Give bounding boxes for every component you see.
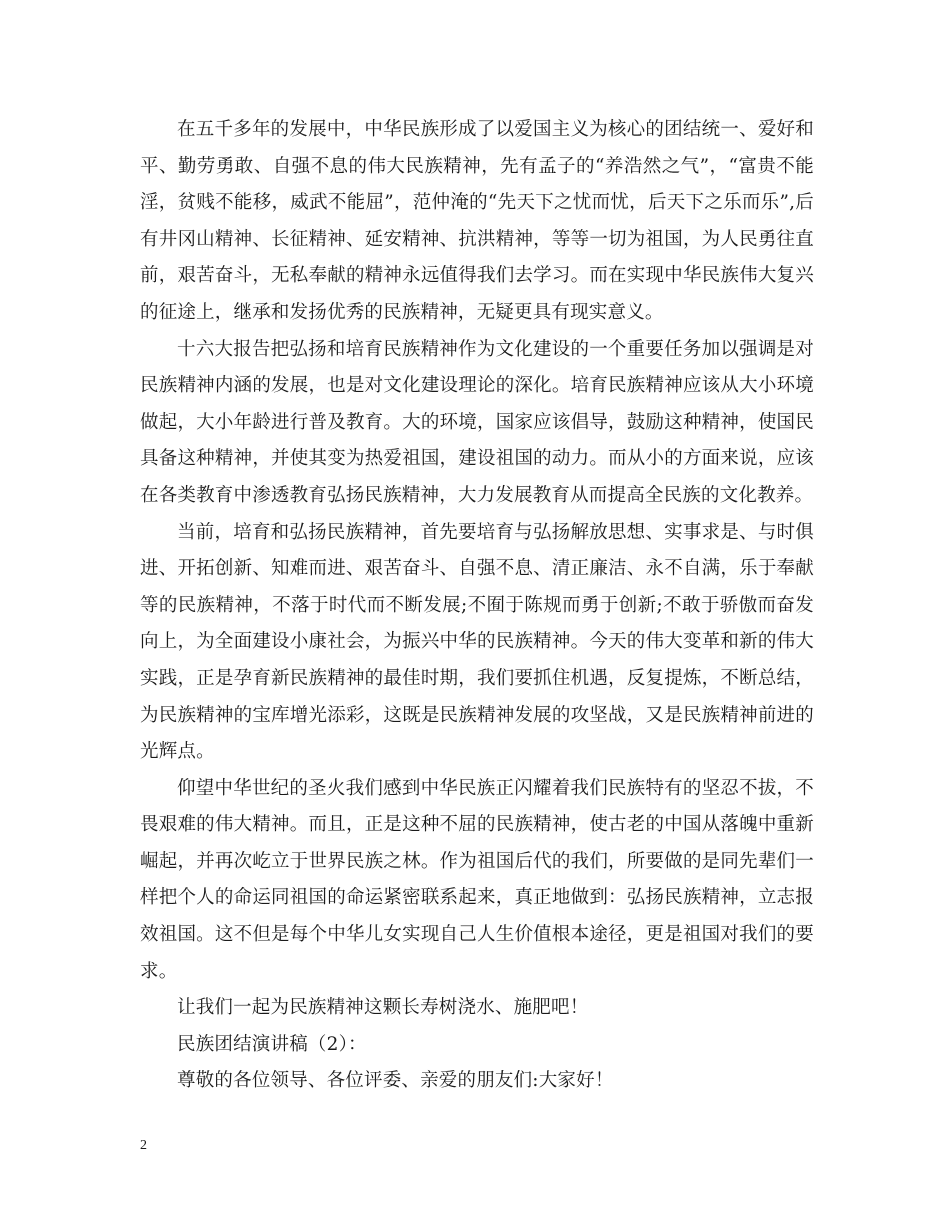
section-heading: 民族团结演讲稿（2）： [177, 1033, 367, 1055]
paragraph-5: 让我们一起为民族精神这颗长寿树浇水、施肥吧！ [177, 997, 589, 1019]
paragraph-1: 在五千多年的发展中，中华民族形成了以爱国主义为核心的团结统一、爱好和平、勤劳勇敢、自强不息的伟大民族精神，先有孟子的“养浩然之气”，“富贵不能淫，贫贱不能移，威武不能屈”，范仲淹的“先天下之忧而忧，后天下之乐而乐”,后有井冈山精神、长征精神、延安精神、抗洪精神，等等一切为祖国，为人民勇往直前，艰苦奋斗，无私奉献的精神永远值得我们去学习。而在实现中华民族伟大复兴的征途上，继承和发扬优秀的民族精神，无疑更具有现实意义。 [140, 119, 814, 323]
greeting-paragraph: 尊敬的各位领导、各位评委、亲爱的朋友们:大家好！ [177, 1070, 614, 1092]
paragraph-2: 十六大报告把弘扬和培育民族精神作为文化建设的一个重要任务加以强调是对民族精神内涵的发展，也是对文化建设理论的深化。培育民族精神应该从大小环境做起，大小年龄进行普及教育。大的环境，国家应该倡导，鼓励这种精神，使国民具备这种精神，并使其变为热爱祖国，建设祖国的动力。而从小的方面来说，应该在各类教育中渗透教育弘扬民族精神，大力发展教育从而提高全民族的文化教养。 [140, 338, 814, 506]
document-body [140, 112, 814, 1100]
paragraph-4: 仰望中华世纪的圣火我们感到中华民族正闪耀着我们民族特有的坚忍不拔，不畏艰难的伟大精神。而且，正是这种不屈的民族精神，使古老的中国从落魄中重新崛起，并再次屹立于世界民族之林。作为祖国后代的我们，所要做的是同先辈们一样把个人的命运同祖国的命运紧密联系起来，真正地做到：弘扬民族精神，立志报效祖国。这不但是每个中华儿女实现自己人生价值根本途径，更是祖国对我们的要求。 [140, 777, 814, 982]
page-number: 2 [140, 1138, 147, 1153]
paragraph-3: 当前，培育和弘扬民族精神，首先要培育与弘扬解放思想、实事求是、与时俱进、开拓创新、知难而进、艰苦奋斗、自强不息、清正廉洁、永不自满，乐于奉献等的民族精神，不落于时代而不断发展;不囿于陈规而勇于创新;不敢于骄傲而奋发向上，为全面建设小康社会，为振兴中华的民族精神。今天的伟大变革和新的伟大实践，正是孕育新民族精神的最佳时期，我们要抓住机遇，反复提炼，不断总结，为民族精神的宝库增光添彩，这既是民族精神发展的攻坚战，又是民族精神前进的光辉点。 [140, 521, 814, 763]
